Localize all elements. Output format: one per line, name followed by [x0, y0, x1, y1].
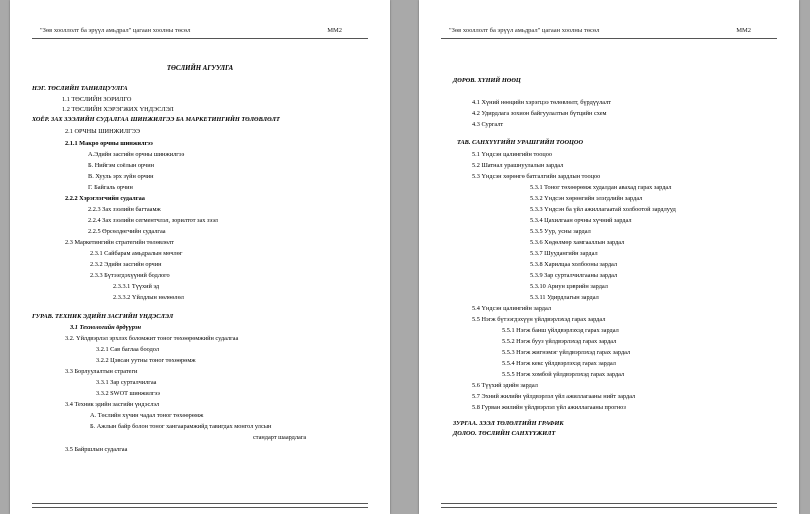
- toc-item: 3.5 Байршлын судалгаа: [65, 446, 128, 453]
- toc-item: 3.2.2 Цэвсан уутны тоног төхөөрөмж: [96, 357, 196, 364]
- toc-heading: ДӨРӨВ. ХҮНИЙ НӨӨЦ: [453, 77, 521, 84]
- page-header: [32, 27, 368, 39]
- toc-item: 3.2. Үйлдвэрлэл эрхлэх боломжит тоног төхөөрөмжийн судалгаа: [65, 335, 239, 342]
- toc-item: 5.5.4 Нэгж кекс үйлдвэрлэхэд гарах зардал: [502, 360, 616, 367]
- toc-item: 2.2.3 Зах зээлийн багтаамж: [88, 206, 161, 213]
- toc-item: 5.3.5 Уур, усны зардал: [530, 228, 591, 235]
- toc-item: 2.2.4 Зах зээлийн сегментчлэл, зорилтот зах зээл: [88, 217, 218, 224]
- toc-heading: ЗУРГАА. ЗЭЭЛ ТӨЛӨЛТИЙН ГРАФИК: [453, 420, 564, 427]
- toc-item: 5.2 Шатнал урашнуулалын зардал: [472, 162, 564, 169]
- toc-item: 2.3.2 Эдийн засгийн орчин: [90, 261, 162, 268]
- toc-heading: НЭГ. ТӨСЛИЙН ТАНИЛЦУУЛГА: [32, 85, 128, 92]
- toc-item: 5.3.9 Зар сурталчилгааны зардал: [530, 272, 618, 279]
- toc-item: 5.4 Үндсэн цалингийн зардал: [472, 305, 551, 312]
- toc-item: Б. Нийгэм соёлын орчин: [88, 162, 154, 169]
- toc-item: 5.6 Түүхий эдийн зардал: [472, 382, 538, 389]
- toc-item: 2.3.3.2 Үйлдлын нөлөөлөл: [113, 294, 184, 301]
- toc-item: В. Хууль эрх зүйн орчин: [88, 173, 154, 180]
- page-footer: [32, 503, 368, 508]
- document-page-left: [10, 0, 390, 514]
- toc-item: 5.5.3 Нэгж жигнэмэг үйлдвэрлэхэд гарах зардал: [502, 349, 631, 356]
- toc-item: 2.3 Маркетингийн стратегийн төлөвлөлт: [65, 239, 174, 246]
- header-code: ММ2: [736, 27, 751, 34]
- toc-item: 4.1 Хүний нөөцийн хэрэгцээ төлөвлөлт, бүрдүүлалт: [472, 99, 611, 106]
- header-title: "Зөв хооллолт ба эрүүл амьдрал" цагаан хоолны төсөл: [449, 27, 600, 34]
- toc-item: А.Эдийн засгийн орчны шинжилгээ: [88, 151, 185, 158]
- toc-item: 3.3.1 Зар сурталчилгаа: [96, 379, 157, 386]
- page-footer: [441, 503, 777, 508]
- toc-item: 3.3 Борлуулалтын стратеги: [65, 368, 138, 375]
- toc-item: 5.3 Үндсэн хөрөнгө батгалгийн зардлын тооцоо: [472, 173, 601, 180]
- toc-item: стандарт шаардлага: [253, 434, 307, 441]
- toc-item: 5.3.11 Удирдлагын зардал: [530, 294, 599, 301]
- toc-item: 1.1 ТӨСЛИЙН ЗОРИЛГО: [62, 96, 132, 103]
- toc-item: 5.5 Нэгж бүтээгдэхүүн үйлдвэрлэхэд гарах зардал: [472, 316, 606, 323]
- toc-item: 5.7 Эхний жилийн үйлдвэрлэл үйл ажиллагааны нийт зардал: [472, 393, 636, 400]
- toc-item: 5.3.8 Харилцаа холбооны зардал: [530, 261, 618, 268]
- toc-item: 5.1 Үндсэн цалингийн тооцоо: [472, 151, 553, 158]
- toc-item: 5.5.5 Нэгж хомбой үйлдвэрлэхэд гарах зардал: [502, 371, 625, 378]
- toc-item: 5.3.7 Шуудангийн зардал: [530, 250, 598, 257]
- toc-heading: ГУРАВ. ТЕХНИК ЭДИЙН ЗАСГИЙН ҮНДЭСЛЭЛ: [32, 313, 174, 320]
- toc-heading: ХОЁР. ЗАХ ЗЭЭЛИЙН СУДАЛГАА ШИНЖИЛГЭЭ БА МАРКЕТИНГИЙН ТӨЛӨВЛӨЛТ: [32, 116, 280, 123]
- header-title: "Зөв хооллолт ба эрүүл амьдрал" цагаан хоолны төсөл: [40, 27, 191, 34]
- document-page-right: [419, 0, 799, 514]
- toc-item: 3.1 Технологийн ӫрдүүрэн: [70, 324, 141, 331]
- toc-item: 5.8 Гурван жилийн үйлдвэрлэл үйл ажиллагааны прогноз: [472, 404, 626, 411]
- toc-item: 5.3.3 Үндсэн ба үйл ажиллагаатай холбоотой зардлууд: [530, 206, 676, 213]
- toc-item: 2.1.1 Макро орчны шинжилгээ: [65, 140, 153, 147]
- toc-item: 3.4 Техник эдийн засгийн үндэслэл: [65, 401, 160, 408]
- toc-item: 2.3.1 Сайбарам амьдралын мөчлөг: [90, 250, 183, 257]
- toc-item: 5.3.1 Тоног төхөөрөмж худалдан авахад гарах зардал: [530, 184, 672, 191]
- toc-item: 5.5.1 Нэгж банш үйлдвэрлэхэд гарах зардал: [502, 327, 619, 334]
- toc-item: 2.1 ОРЧНЫ ШИНЖИЛГЭЭ: [65, 128, 141, 135]
- toc-item: 5.3.4 Цахилгаан орчны хүчний зардал: [530, 217, 632, 224]
- toc-item: А. Төслийн хүчин чадал тоног төхөөрөмж: [90, 412, 204, 419]
- header-code: ММ2: [327, 27, 342, 34]
- toc-item: 3.3.2 SWOT шинжилгээ: [96, 390, 160, 397]
- toc-heading: ДОЛОО. ТӨСЛИЙН САНХҮҮЖИЛТ: [453, 430, 556, 437]
- toc-item: 2.3.3.1 Түүхий эд: [113, 283, 160, 290]
- toc-item: 4.2 Удирдлага зохион байгуулалтын бүтцийн схем: [472, 110, 607, 117]
- toc-title: ТӨСЛИЙН АГУУЛГА: [166, 65, 234, 72]
- toc-item: 3.2.1 Сав баглаа боодол: [96, 346, 160, 353]
- toc-item: 5.3.2 Үндсэн хөрөнгийн элэгдлийн зардал: [530, 195, 643, 202]
- toc-item: 4.3 Сургалт: [472, 121, 504, 128]
- toc-item: 5.5.2 Нэгж бууз үйлдвэрлэхэд гарах зардал: [502, 338, 617, 345]
- toc-item: Б. Ажлын байр болон тоног хангаарамжийд тавигдах монгол улсын: [90, 423, 272, 430]
- toc-heading: ТАВ. САНХҮҮГИЙН УРАШГИЙН ТООЦОО: [457, 139, 583, 146]
- toc-item: 5.3.6 Хөдөлмөр хамгааллын зардал: [530, 239, 625, 246]
- toc-item: Г. Байгаль орчин: [88, 184, 133, 191]
- toc-item: 5.3.10 Ариун цэврийн зардал: [530, 283, 608, 290]
- toc-item: 2.2.2 Хэрэглэгчийн судалгаа: [65, 195, 145, 202]
- page-header: [441, 27, 777, 39]
- toc-item: 2.2.5 Өрсөлдөгчийн судалгаа: [88, 228, 166, 235]
- toc-item: 2.3.3 Бүтээгдэхүүний бодлого: [90, 272, 170, 279]
- toc-item: 1.2 ТӨСЛИЙН ХЭРЭГЖИХ ҮНДЭСЛЭЛ: [62, 106, 174, 113]
